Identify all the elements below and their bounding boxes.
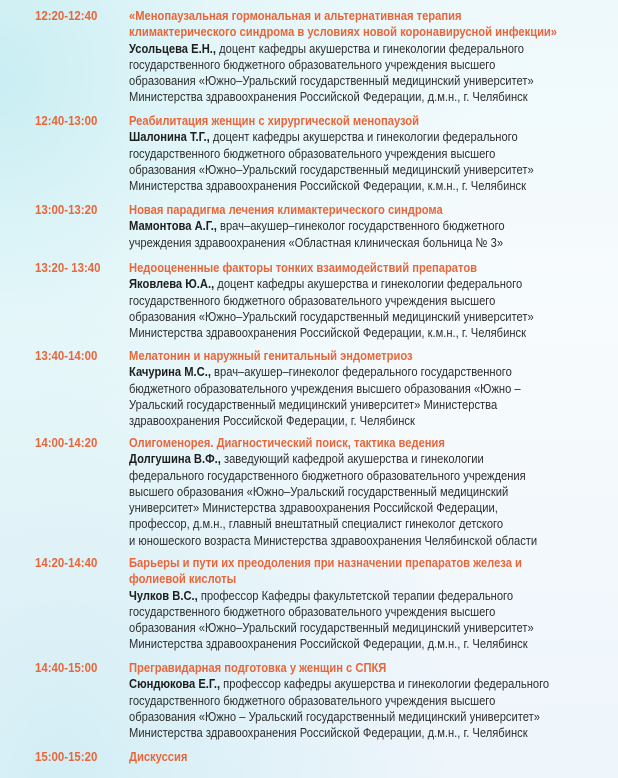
entry-time: 12:20-12:40 [35,8,98,23]
entry-details [129,8,599,106]
speaker-info-line: Министерства здравоохранения Российской Федерации, д.м.н., г. Челябинск [129,725,528,741]
entry-details [129,113,599,194]
talk-title: Мелатонин и наружный генитальный эндометриоз [129,348,413,363]
talk-title: Новая парадигма лечения климактерического синдрома [129,202,443,217]
speaker-info-line [129,676,550,692]
speaker-info-line: Уральский государственный медицинский университет» Министерства [129,396,498,412]
speaker-info-line: федерального государственного бюджетного образовательного учреждения [129,467,526,483]
speaker-info-line [129,218,533,234]
speaker-info-line: государственного бюджетного образовательного учреждения высшего [129,603,496,619]
entry-details [129,749,599,765]
talk-title: Олигоменорея. Диагностический поиск, тактика ведения [129,435,445,450]
speaker-name: Качурина М.С., [129,364,211,380]
speaker-info-line: профессор, д.м.н., главный внештатный специалист гинеколог детского [129,516,504,532]
talk-title: Дискуссия [129,749,188,764]
speaker-info-line: Министерства здравоохранения Российской Федерации, д.м.н., г. Челябинск [129,636,528,652]
speaker-info-line: образования «Южно–Уральский государственный медицинский университет» [129,73,534,89]
speaker-info-line: учреждения здравоохранения «Областная клиническая больница № 3» [129,234,504,250]
speaker-info-line: Министерства здравоохранения Российской Федерации, д.м.н., г. Челябинск [129,89,528,105]
entry-details [129,202,599,251]
speaker-info-line: высшего образования «Южно–Уральский государственный медицинский [129,483,509,499]
speaker-info-line: образования «Южно – Уральский государственный медицинский университет» [129,708,540,724]
speaker-info-line: образования «Южно–Уральский государственный медицинский университет» [129,308,534,324]
speaker-info-line: государственного бюджетного образовательного учреждения высшего [129,145,496,161]
speaker-name: Усольцева Е.Н., [129,40,216,56]
speaker-info-line: государственного бюджетного образовательного учреждения высшего [129,692,496,708]
entry-details [129,260,599,341]
speaker-name: Чулков В.С., [129,587,198,603]
speaker-name: Сюндюкова Е.Г., [129,676,221,692]
speaker-info-line: государственного бюджетного образовательного учреждения высшего [129,292,496,308]
talk-title: фолиевой кислоты [129,571,237,587]
speaker-name: Мамонтова А.Г., [129,218,217,234]
speaker-affiliation: врач–акушер–гинеколог государственного бюджетного [216,218,505,234]
entry-details [129,660,599,741]
speaker-info-line: Министерства здравоохранения Российской Федерации, к.м.н., г. Челябинск [129,178,526,194]
speaker-name: Яковлева Ю.А., [129,276,215,292]
entry-details [129,348,599,429]
entry-time: 15:00-15:20 [35,749,98,764]
speaker-affiliation: доцент кафедры акушерства и гинекологии федерального [214,276,523,292]
entry-time: 13:20- 13:40 [35,260,101,275]
speaker-info-line: здравоохранения Российской Федерации, г. Челябинск [129,413,415,429]
speaker-info-line [129,41,533,57]
speaker-name: Шалонина Т.Г., [129,129,210,145]
speaker-affiliation: заведующий кафедрой акушерства и гинекологии [220,451,484,467]
talk-title: Реабилитация женщин с хирургической менопаузой [129,113,420,128]
speaker-info-line: образования «Южно–Уральский государственный медицинский университет» [129,620,534,636]
speaker-name: Долгушина В.Ф., [129,451,221,467]
talk-title: Прегравидарная подготовка у женщин с СПКЯ [129,660,387,675]
entry-time: 14:00-14:20 [35,435,98,450]
talk-title: климактерического синдрома в условиях новой коронавирусной инфекции» [129,24,558,40]
speaker-affiliation: доцент кафедры акушерства и гинекологии федерального [215,40,524,56]
speaker-affiliation: профессор кафедры акушерства и гинекологии федерального [220,676,550,692]
entry-time: 14:20-14:40 [35,555,98,570]
entry-details [129,555,599,653]
entry-details [129,435,599,549]
speaker-info-line [129,129,533,145]
speaker-info-line: бюджетного образовательного учреждения высшего образования «Южно – [129,380,521,396]
entry-time: 12:40-13:00 [35,113,98,128]
speaker-info-line: Министерства здравоохранения Российской Федерации, к.м.н., г. Челябинск [129,325,526,341]
talk-title: Недооцененные факторы тонких взаимодействий препаратов [129,260,478,275]
speaker-info-line: и юношеского возраста Министерства здравоохранения Челябинской области [129,532,538,548]
speaker-info-line [129,451,533,467]
entry-time: 14:40-15:00 [35,660,98,675]
talk-title: Барьеры и пути их преодоления при назначении препаратов железа и [129,555,522,570]
speaker-info-line [129,364,533,380]
speaker-info-line: образования «Южно–Уральский государственный медицинский университет» [129,161,534,177]
speaker-info-line: университет» Министерства здравоохранения Российской Федерации, [129,500,498,516]
speaker-affiliation: профессор Кафедры факультетской терапии федерального [197,587,514,603]
speaker-affiliation: доцент кафедры акушерства и гинекологии федерального [209,129,518,145]
speaker-info-line [129,588,533,604]
talk-title: «Менопаузальная гормональная и альтернативная терапия [129,8,462,23]
speaker-info-line: государственного бюджетного образовательного учреждения высшего [129,56,496,72]
entry-time: 13:40-14:00 [35,348,98,363]
speaker-info-line [129,276,533,292]
speaker-affiliation: врач–акушер–гинеколог федерального государственного [210,364,512,380]
entry-time: 13:00-13:20 [35,202,98,217]
